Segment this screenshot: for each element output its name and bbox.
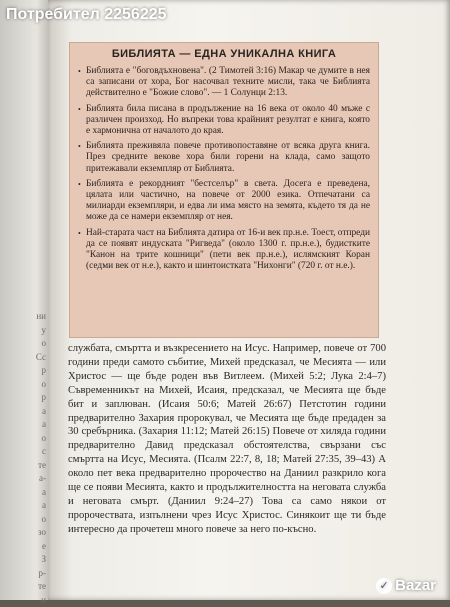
body-paragraph [68,342,386,537]
bullet-icon: • [78,228,81,238]
list-item [78,104,370,138]
bullet-icon: • [78,142,81,152]
book-page [48,0,450,600]
list-item [78,228,370,273]
bazar-logo-text: Bazar [395,577,436,594]
bazar-logo [376,577,436,594]
bazar-logo-icon: ✓ [376,578,392,594]
bullet-icon: • [78,67,81,76]
list-item [78,179,370,224]
list-item-text: Библията била писана в продължение на 16 века от около 40 мъже с различен произход. Но въпреки това крайният резултат е книга, която е хармонична от началото до края. [86,103,370,137]
sidebar-box [69,42,379,338]
watermark-label: Потребител 2256225 [6,6,167,23]
list-item [78,141,370,175]
left-book-page [0,0,52,605]
list-item-text: Най-старата част на Библията датира от 16-и век пр.н.е. Тоест, отпреди да се появят индуската "Ригведа" (около 1300 г. пр.н.е.), будистките "Канон на трите кошници" (пети век пр.н.е.), ислямският Коран (седми век от н.е.), както и шинтоистката "Нихонги" (720 г. от н.е.). [86,227,370,272]
left-page-text: ни у о Сс р о р а а о с те а- а а о зо е З р- те и [35,311,46,605]
box-title: БИБЛИЯТА — ЕДНА УНИКАЛНА КНИГА [111,48,337,60]
bullet-icon: • [78,104,81,114]
bullet-icon: • [78,179,81,189]
body-paragraph-text: службата, смъртта и възкресението на Исус. Например, повече от 700 години преди самото събитие, Михей предсказал, че Месията — или Христос — ще бъде роден във Витлеем. (Михей 5:2; Лука 2:4–7) Съвременникът на Михей, Исаия, предсказал, че Месията ще бъде бит и заплюван. (Исаия 50:6; Матей 26:67) Петстотин години предварително Захария пророкувал, че Месията ще бъде предаден за 30 сребърника. (Захария 11:12; Матей 26:15) Повече от хиляда години предварително Давид предсказал обстоятелства, свързани със смъртта на Исус, Месията. (Псалм 22:7, 8, 18; Матей 27:35, 39–43) А около пет века предварително пророчество на Даниил разкрило кога ще се появи Месията, както и продължителността на неговата служба и неговата смърт. (Даниил 9:24–27) Това са само някои от пророчествата, изпълнени чрез Исус Христос. Синякоит ще ти бъде интересно да прочетеш много повече за него по-късно. [68,343,386,535]
list-item [78,66,370,100]
list-item-text: Библията е "боговдъхновена". (2 Тимотей 3:16) Макар че думите в нея са записани от хора, Бог насочвал техните мисли, така че Библията действително е "Божие слово". — 1 Солунци 2:13. [86,66,370,99]
list-item-text: Библията преживяла повече противопоставяне от всяка друга книга. През средните векове хора били горени на клада, само защото притежавали екземпляр от Библията. [86,141,370,174]
list-item-text: Библията е рекордният "бестселър" в света. Досега е преведена, цялата или частично, на повече от 2000 езика. Отпечатани са милиарди екземпляри, и едва ли има място на земята, където тя да не може да се намери екземпляр от нея. [86,178,370,223]
